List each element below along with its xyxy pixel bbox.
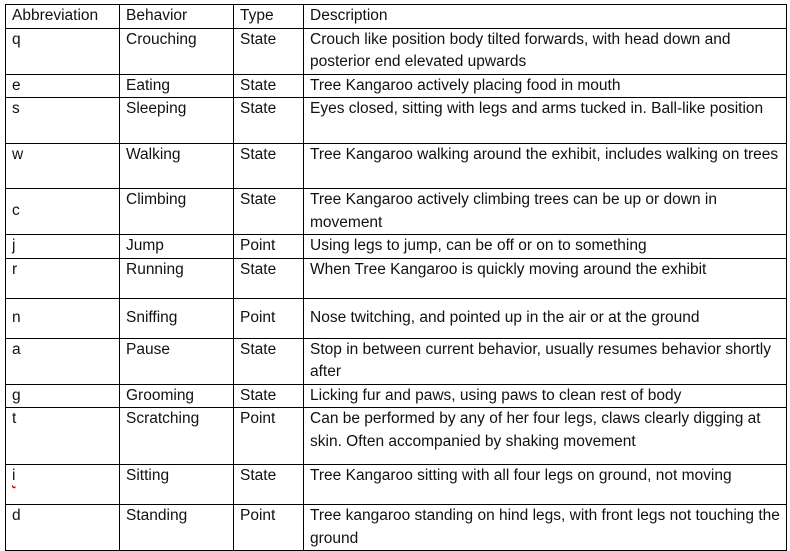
behavior-cell: Sniffing xyxy=(120,298,234,338)
type-cell: State xyxy=(234,74,304,98)
abbreviation-cell: t xyxy=(6,408,120,465)
table-row xyxy=(6,28,787,74)
abbreviation-cell: r xyxy=(6,258,120,298)
behavior-cell: Running xyxy=(120,258,234,298)
table-row xyxy=(6,235,787,259)
table-row xyxy=(6,189,787,235)
description-cell: Tree Kangaroo sitting with all four legs on ground, not moving xyxy=(304,465,787,505)
type-cell: Point xyxy=(234,235,304,259)
description-cell: Tree Kangaroo walking around the exhibit, includes walking on trees xyxy=(304,144,787,189)
description-cell: Tree kangaroo standing on hind legs, with front legs not touching the ground xyxy=(304,505,787,551)
abbreviation-cell: q xyxy=(6,28,120,74)
type-cell: Point xyxy=(234,298,304,338)
table-row xyxy=(6,144,787,189)
table-row xyxy=(6,258,787,298)
header-abbreviation: Abbreviation xyxy=(6,5,120,29)
type-cell: State xyxy=(234,189,304,235)
table-row xyxy=(6,505,787,551)
description-cell: Licking fur and paws, using paws to clean rest of body xyxy=(304,384,787,408)
table-row xyxy=(6,465,787,505)
type-cell: Point xyxy=(234,505,304,551)
abbreviation-cell: c xyxy=(6,189,120,235)
description-cell: Stop in between current behavior, usually resumes behavior shortly after xyxy=(304,338,787,384)
table-row xyxy=(6,338,787,384)
behavior-cell: Sitting xyxy=(120,465,234,505)
abbreviation-cell: g xyxy=(6,384,120,408)
description-cell: Nose twitching, and pointed up in the air or at the ground xyxy=(304,298,787,338)
type-cell: Point xyxy=(234,408,304,465)
abbreviation-cell: d xyxy=(6,505,120,551)
abbreviation-cell: e xyxy=(6,74,120,98)
behavior-cell: Climbing xyxy=(120,189,234,235)
abbreviation-cell: s xyxy=(6,98,120,144)
behavior-cell: Standing xyxy=(120,505,234,551)
type-cell: State xyxy=(234,98,304,144)
table-row xyxy=(6,384,787,408)
behavior-cell: Pause xyxy=(120,338,234,384)
description-cell: Crouch like position body tilted forwards, with head down and posterior end elevated upwards xyxy=(304,28,787,74)
description-cell: Can be performed by any of her four legs, claws clearly digging at skin. Often accompanied by shaking movement xyxy=(304,408,787,465)
behavior-cell: Jump xyxy=(120,235,234,259)
description-cell: Tree Kangaroo actively climbing trees can be up or down in movement xyxy=(304,189,787,235)
header-row xyxy=(6,5,787,29)
spellcheck-underline: i xyxy=(12,467,16,484)
behavior-cell: Scratching xyxy=(120,408,234,465)
abbreviation-cell: n xyxy=(6,298,120,338)
behavior-cell: Grooming xyxy=(120,384,234,408)
behavior-cell: Eating xyxy=(120,74,234,98)
type-cell: State xyxy=(234,465,304,505)
type-cell: State xyxy=(234,144,304,189)
behavior-cell: Sleeping xyxy=(120,98,234,144)
description-cell: When Tree Kangaroo is quickly moving around the exhibit xyxy=(304,258,787,298)
header-behavior: Behavior xyxy=(120,5,234,29)
header-type: Type xyxy=(234,5,304,29)
type-cell: State xyxy=(234,338,304,384)
table-row xyxy=(6,98,787,144)
description-cell: Tree Kangaroo actively placing food in mouth xyxy=(304,74,787,98)
table-row xyxy=(6,408,787,465)
abbreviation-cell: j xyxy=(6,235,120,259)
type-cell: State xyxy=(234,384,304,408)
description-cell: Eyes closed, sitting with legs and arms tucked in. Ball-like position xyxy=(304,98,787,144)
abbreviation-cell: w xyxy=(6,144,120,189)
type-cell: State xyxy=(234,28,304,74)
abbreviation-cell: a xyxy=(6,338,120,384)
behavior-cell: Crouching xyxy=(120,28,234,74)
behavior-cell: Walking xyxy=(120,144,234,189)
header-description: Description xyxy=(304,5,787,29)
type-cell: State xyxy=(234,258,304,298)
table-row xyxy=(6,298,787,338)
description-cell: Using legs to jump, can be off or on to something xyxy=(304,235,787,259)
abbreviation-cell xyxy=(6,465,120,505)
table-row xyxy=(6,74,787,98)
behavior-table xyxy=(5,4,787,551)
